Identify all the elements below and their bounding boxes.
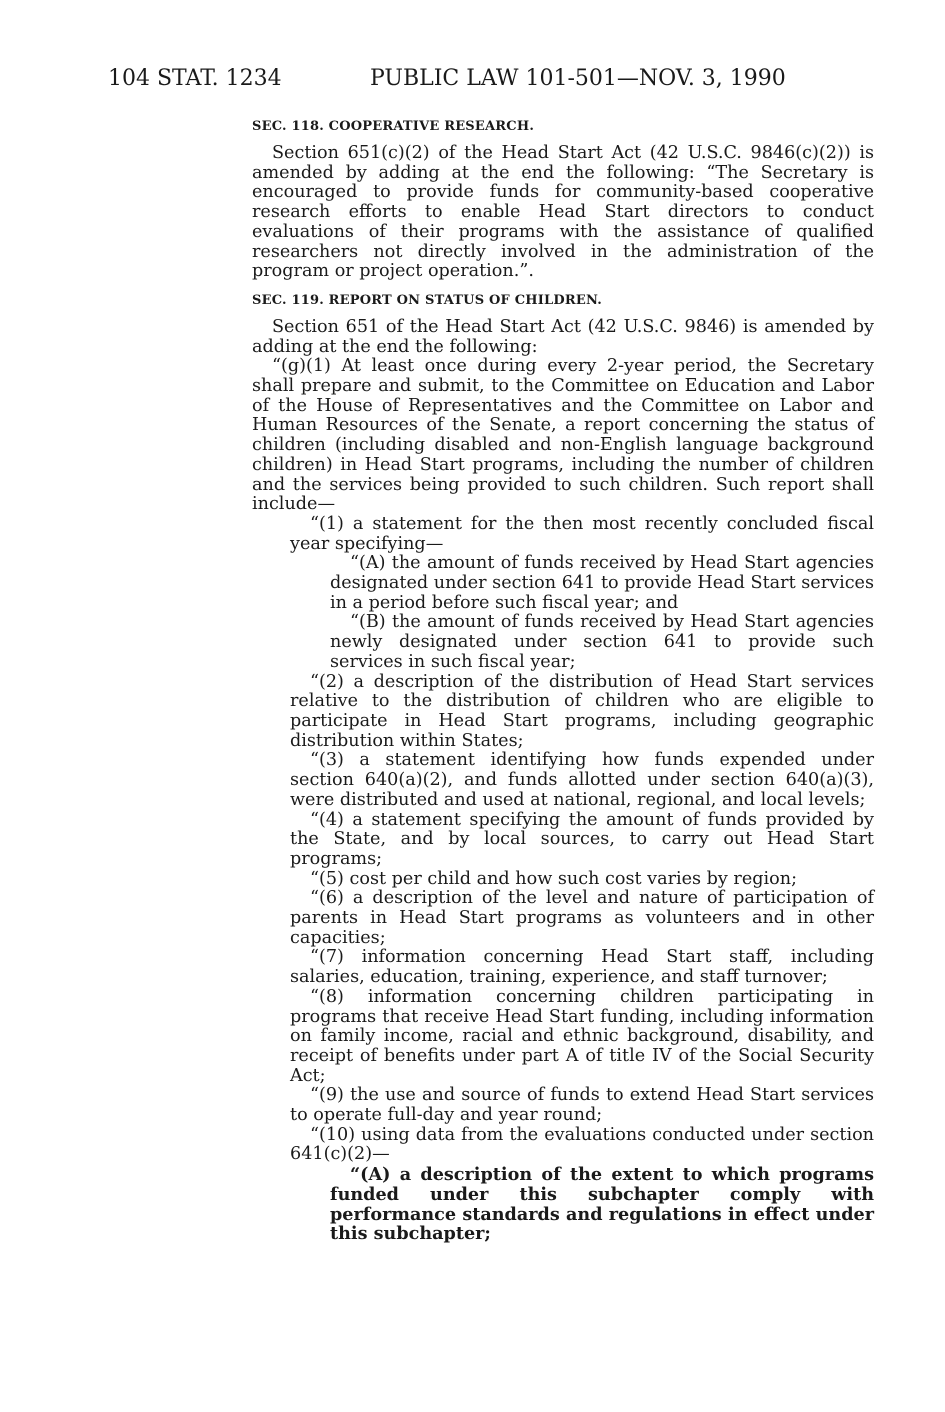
section-119-intro: Section 651 of the Head Start Act (42 U.S.C. 9846) is amended by adding at the end the following:	[252, 316, 874, 357]
item-1-B: “(B) the amount of funds received by Head Start agencies newly designated under section 641 to provide such services in such fiscal year;	[330, 612, 874, 672]
document-body	[252, 118, 874, 1244]
item-6: “(6) a description of the level and nature of participation of parents in Head Start programs as volunteers and in other capacities;	[290, 888, 874, 948]
section-118-text: Section 651(c)(2) of the Head Start Act (42 U.S.C. 9846(c)(2)) is amended by adding at the end the following: “The Secretary is encouraged to provide funds for community-based cooperative research efforts to enable Head Start directors to conduct evaluations of their programs with the assistance of qualified researchers not directly involved in the administration of the program or project operation.”.	[252, 143, 874, 282]
item-10-A: “(A) a description of the extent to which programs funded under this subchapter comply with performance standards and regulations in effect under this subchapter;	[330, 1164, 874, 1245]
item-1-A: “(A) the amount of funds received by Head Start agencies designated under section 641 to provide Head Start services in a period before such fiscal year; and	[330, 553, 874, 613]
item-1: “(1) a statement for the then most recently concluded fiscal year specifying—	[290, 513, 874, 554]
section-118-heading: SEC. 118. COOPERATIVE RESEARCH.	[252, 119, 535, 134]
item-5: “(5) cost per child and how such cost varies by region;	[310, 868, 797, 889]
item-7: “(7) information concerning Head Start staff, including salaries, education, training, experience, and staff turnover;	[290, 947, 874, 988]
item-10: “(10) using data from the evaluations conducted under section 641(c)(2)—	[290, 1124, 874, 1165]
subsection-g1: “(g)(1) At least once during every 2-year period, the Secretary shall prepare and submit, to the Committee on Education and Labor of the House of Representatives and the Committee on Labor and Human Resources of the Senate, a report concerning the status of children (including disabled and non-English language background children) in Head Start programs, including the number of children and the services being provided to such children. Such report shall include—	[252, 356, 874, 515]
page-reference: 104 STAT. 1234	[108, 66, 282, 91]
item-4: “(4) a statement specifying the amount of funds provided by the State, and by local sources, to carry out Head Start programs;	[290, 809, 874, 869]
section-119-heading: SEC. 119. REPORT ON STATUS OF CHILDREN.	[252, 292, 602, 308]
item-2: “(2) a description of the distribution of Head Start services relative to the distribution of children who are eligible to participate in Head Start programs, including geographic distribution within States;	[290, 671, 874, 751]
law-title: PUBLIC LAW 101-501—NOV. 3, 1990	[370, 66, 786, 91]
item-8: “(8) information concerning children participating in programs that receive Head Start funding, including information on family income, racial and ethnic background, disability, and receipt of benefits under part A of title IV of the Social Security Act;	[290, 986, 874, 1086]
item-3: “(3) a statement identifying how funds expended under section 640(a)(2), and funds allotted under section 640(a)(3), were distributed and used at national, regional, and local levels;	[290, 750, 874, 810]
item-9: “(9) the use and source of funds to extend Head Start services to operate full-day and year round;	[290, 1085, 874, 1126]
